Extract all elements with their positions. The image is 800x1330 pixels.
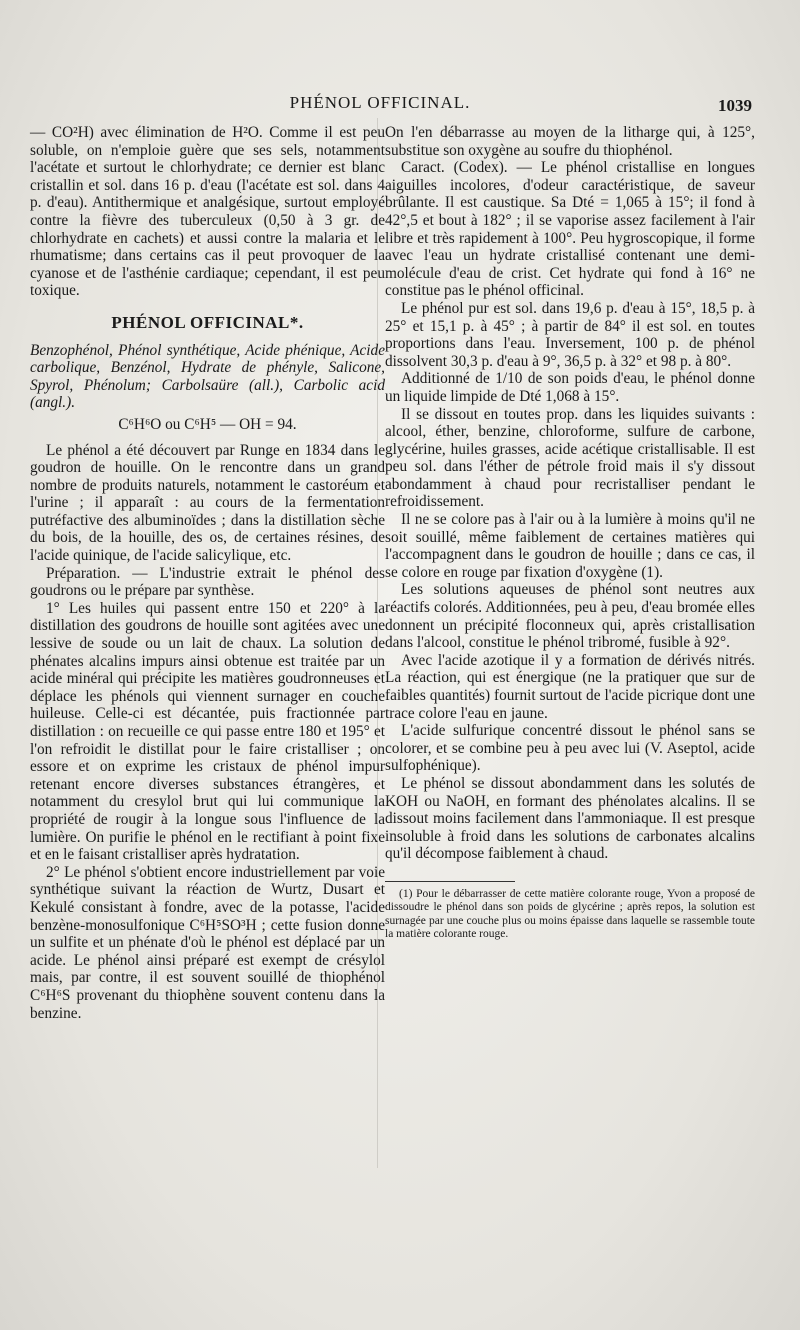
synonyms: Benzophénol, Phénol synthétique, Acide phénique, Acide carbolique, Benzénol, Hydrate de phényle, Salicone, Spyrol, Phénolum; Carbolsaüre (all.), Carbolic acid (angl.). — [30, 341, 385, 412]
paragraph: Les solutions aqueuses de phénol sont neutres aux réactifs colorés. Additionnées, peu à peu, d'eau bromée elles donnent un précipité floconneux qui, après cristallisation dans l'alcool, constitue le phénol tribromé, fusible à 92°. — [385, 581, 755, 652]
paragraph: L'acide sulfurique concentré dissout le phénol sans se colorer, et se combine peu à peu avec lui (V. Aseptol, acide sulfophénique). — [385, 722, 755, 775]
running-title: PHÉNOL OFFICINAL. — [289, 93, 471, 112]
chemical-formula: C⁶H⁶O ou C⁶H⁵ — OH = 94. — [118, 415, 297, 433]
section-title: PHÉNOL OFFICINAL*. — [111, 312, 304, 332]
paragraph: — CO²H) avec élimination de H²O. Comme il est peu soluble, on n'emploie guère que ses sels, notamment l'acétate et surtout le chlorhydrate; ce dernier est blanc cristallin et sol. dans 16 p. d'eau (l'acétate est sol. dans 4 p. d'eau). Antithermique et analgésique, surtout employé contre la fièvre des tuberculeux (0,50 à 3 gr. de chlorhydrate en cachets) et aussi contre la malaria et le rhumatisme; dans certains cas il peut provoquer de la cyanose et de l'asthénie cardiaque; cependant, il est peu toxique. — [30, 124, 385, 300]
paragraph: 1° Les huiles qui passent entre 150 et 220° à la distillation des goudrons de houille sont agitées avec une lessive de soude ou un lait de chaux. La solution de phénates alcalins impurs ainsi obtenue est traitée par un acide minéral qui précipite les matières goudronneuses et déplace les phénols qui viennent surnager en couche huileuse. Celle-ci est décantée, puis fractionnée par distillation : on recueille ce qui passe entre 180 et 195° et l'on refroidit le distillat pour le faire cristalliser ; on essore et on exprime les cristaux de phénol impur retenant encore diverses substances étrangères, et notamment du cresylol brut qui lui communique la propriété de rougir à la longue sous l'influence de la lumière. On purifie le phénol en le rectifiant à point fixe et en le faisant cristalliser après hydratation. — [30, 599, 385, 864]
left-column — [30, 124, 385, 1022]
paragraph: On l'en débarrasse au moyen de la litharge qui, à 125°, substitue son oxygène au soufre du thiophénol. — [385, 124, 755, 159]
paragraph: Il ne se colore pas à l'air ou à la lumière à moins qu'il ne soit souillé, même faiblement de certaines matières qui l'accompagnent dans le goudron de houille ; dans ce cas, il se colore en rouge par fixation d'oxygène (1). — [385, 511, 755, 581]
footnote-text: (1) Pour le débarrasser de cette matière colorante rouge, Yvon a proposé de dissoudre le phénol dans son poids de glycérine ; après repos, la solution est surnagée par une couche plus ou moins épaisse dans laquelle se rassemble toute la matière colorante rouge. — [385, 887, 755, 941]
page-number: 1039 — [718, 96, 752, 115]
paragraph: Additionné de 1/10 de son poids d'eau, le phénol donne un liquide limpide de Dté 1,068 à 15°. — [385, 370, 755, 405]
paragraph: Le phénol se dissout abondamment dans les solutés de KOH ou NaOH, en formant des phénolates alcalins. Il se dissout moins facilement dans l'ammoniaque. Il est presque insoluble à froid dans les solutions de carbonates alcalins qu'il décompose faiblement à chaud. — [385, 774, 755, 863]
right-column — [385, 124, 755, 942]
paragraph: Le phénol a été découvert par Runge en 1834 dans le goudron de houille. On le rencontre dans un grand nombre de produits naturels, notamment le castoréum et l'urine ; il apparaît : au cours de la fermentation putréfactive des albuminoïdes ; dans la distillation sèche du bois, de la houille, des os, de certaines résines, de l'acide quinique, de l'acide salicylique, etc. — [30, 441, 385, 565]
paragraph: Préparation. — L'industrie extrait le phénol des goudrons ou le prépare par synthèse. — [30, 564, 385, 600]
paragraph: Avec l'acide azotique il y a formation de dérivés nitrés. La réaction, qui est énergique (ne la pratiquer que sur de faibles quantités) fournit surtout de l'acide picrique dont une trace colore l'eau en jaune. — [385, 651, 755, 722]
paragraph: Caract. (Codex). — Le phénol cristallise en longues aiguilles incolores, d'odeur caractéristique, de saveur brûlante. Il est caustique. Sa Dté = 1,065 à 15°; il fond à 42°,5 et bout à 182° ; il se vaporise assez facilement à l'air libre et très rapidement à 100°. Peu hygroscopique, il forme avec l'eau un hydrate cristallisé contenant une demi-molécule d'eau de crist. Cet hydrate qui fond à 16° ne constitue pas le phénol officinal. — [385, 159, 755, 300]
footnote-divider — [385, 881, 515, 882]
paragraph: Il se dissout en toutes prop. dans les liquides suivants : alcool, éther, benzine, chloroforme, sulfure de carbone, glycérine, huiles grasses, acide acétique cristallisable. Il est peu sol. dans l'éther de pétrole froid mais il s'y dissout abondamment à chaud pour recristalliser pendant le refroidissement. — [385, 405, 755, 511]
paragraph: 2° Le phénol s'obtient encore industriellement par voie synthétique suivant la réaction de Wurtz, Dusart et Kekulé consistant à fondre, avec de la potasse, l'acide benzène-monosulfonique C⁶H⁵SO³H ; cette fusion donne un sulfite et un phénate d'où le phénol est déplacé par un acide. Le phénol ainsi préparé est exempt de crésylol mais, par contre, il est souvent souillé de thiophénol C⁶H⁶S provenant du thiophène souvent contenu dans la benzine. — [30, 863, 385, 1022]
paragraph: Le phénol pur est sol. dans 19,6 p. d'eau à 15°, 18,5 p. à 25° et 15,1 p. à 45° ; à partir de 84° il est sol. en toutes proportions dans l'eau. Inversement, 100 p. de phénol dissolvent 30,3 p. d'eau à 9°, 36,5 p. à 32° et 98 p. à 80°. — [385, 299, 755, 370]
footnote — [385, 888, 755, 942]
